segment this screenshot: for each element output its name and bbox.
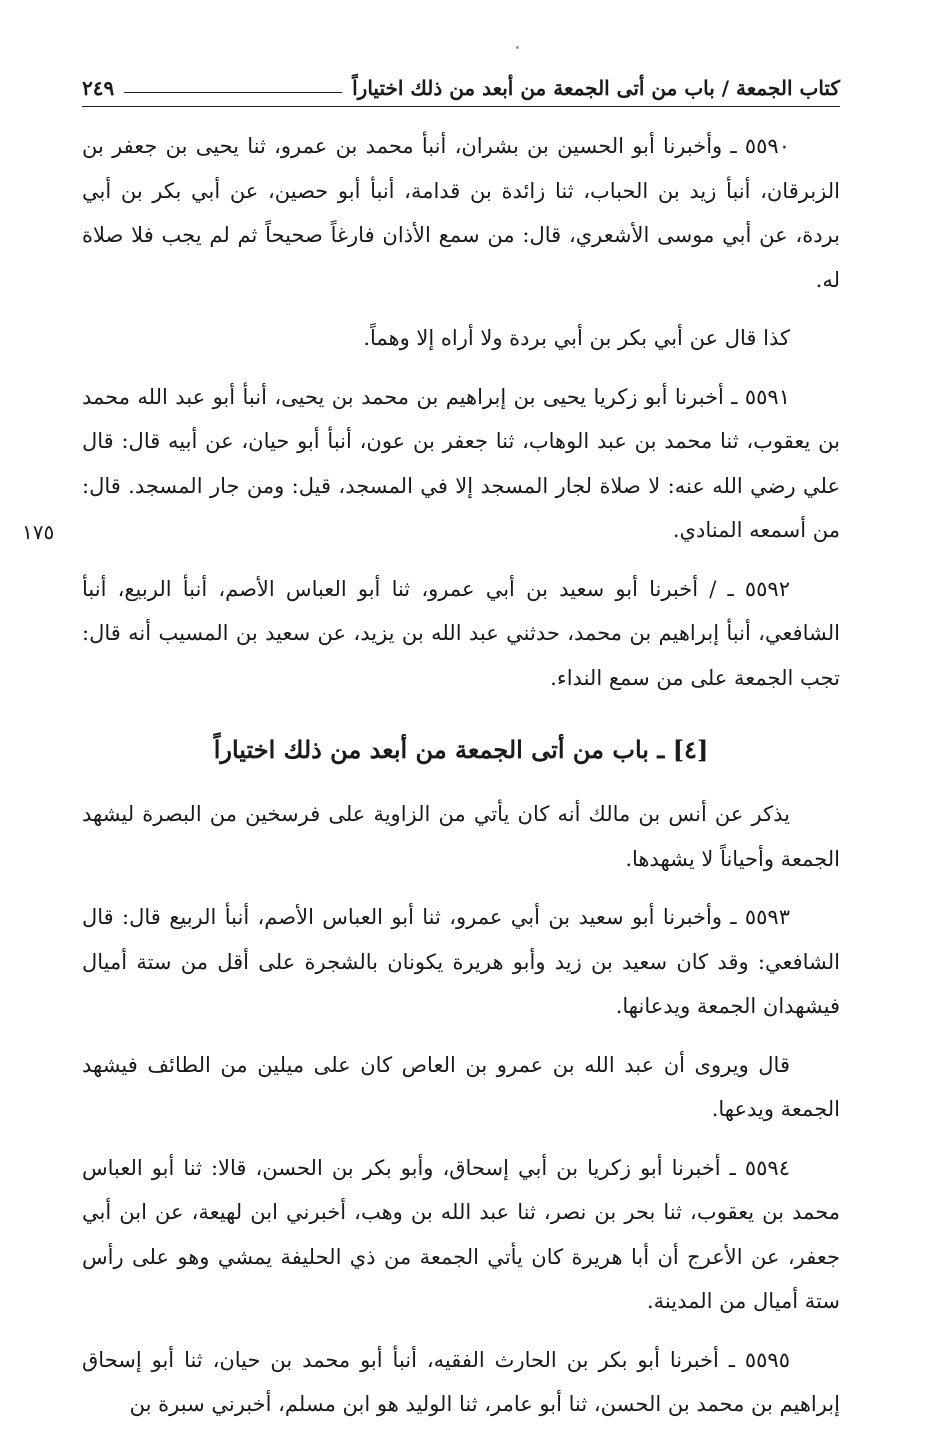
page-number: ٢٤٩ [82,76,115,100]
hadith-5595: ٥٥٩٥ ـ أخبرنا أبو بكر بن الحارث الفقيه، أنبأ أبو محمد بن حيان، ثنا أبو إسحاق إبراهيم بن محمد بن الحسن، ثنا أبو عامر، ثنا الوليد هو ابن مسلم، أخبرني سبرة بن [82,1347,840,1416]
narration-anas: يذكر عن أنس بن مالك أنه كان يأتي من الزاوية على فرسخين من البصرة ليشهد الجمعة وأحياناً لا يشهدها. [82,802,840,871]
hadith-5594: ٥٥٩٤ ـ أخبرنا أبو زكريا بن أبي إسحاق، وأبو بكر بن الحسن، قالا: ثنا أبو العباس محمد بن يعقوب، ثنا بحر بن نصر، ثنا عبد الله بن وهب، أخبرني ابن لهيعة، عن ابن أبي جعفر، عن الأعرج أن أبا هريرة كان يأتي الجمعة من ذي الحليفة يمشي وهو على رأس ستة أميال من المدينة. [82,1155,840,1313]
hadith-5591: ٥٥٩١ ـ أخبرنا أبو زكريا يحيى بن إبراهيم بن محمد بن يحيى، أنبأ أبو عبد الله محمد بن يعقوب، ثنا محمد بن عبد الوهاب، ثنا جعفر بن عون، أنبأ أبو حيان، عن أبيه قال: قال علي رضي الله عنه: لا صلاة لجار المسجد إلا في المسجد، قيل: ومن جار المسجد. قال: من أسمعه المنادي. [82,384,840,542]
commentary-5590: كذا قال عن أبي بكر بن أبي بردة ولا أراه إلا وهماً. [363,326,790,350]
narration-ibn-amr: قال ويروى أن عبد الله بن عمرو بن العاص كان على ميلين من الطائف فيشهد الجمعة ويدعها. [82,1052,840,1121]
header-title: كتاب الجمعة / باب من أتى الجمعة من أبعد من ذلك اختياراً [352,76,840,100]
margin-volume-page-note: ١٧٥ [22,520,55,544]
scan-speck [516,46,519,49]
hadith-5593: ٥٥٩٣ ـ وأخبرنا أبو سعيد بن أبي عمرو، ثنا أبو العباس الأصم، أنبأ الربيع قال: قال الشافعي: وقد كان سعيد بن زيد وأبو هريرة يكونان بالشجرة على أقل من ستة أميال فيشهدان الجمعة ويدعانها. [82,905,840,1018]
hadith-5590: ٥٥٩٠ ـ وأخبرنا أبو الحسين بن بشران، أنبأ محمد بن عمرو، ثنا يحيى بن جعفر بن الزبرقان، أنبأ زيد بن الحباب، ثنا زائدة بن قدامة، أنبأ أبو حصين، عن أبي بكر بن أبي بردة، عن أبي موسى الأشعري، قال: من سمع الأذان فارغاً صحيحاً ثم لم يجب فلا صلاة له. [82,134,840,292]
hadith-5592: ٥٥٩٢ ـ / أخبرنا أبو سعيد بن أبي عمرو، ثنا أبو العباس الأصم، أنبأ الربيع، أنبأ الشافعي، أنبأ إبراهيم بن محمد، حدثني عبد الله بن يزيد، عن سعيد بن المسيب أنه قال: تجب الجمعة على من سمع النداء. [82,576,840,690]
running-header [82,70,840,107]
main-text [82,124,840,1441]
header-rule [124,92,342,93]
section-heading: [٤] ـ باب من أتى الجمعة من أبعد من ذلك اختياراً [213,735,709,764]
